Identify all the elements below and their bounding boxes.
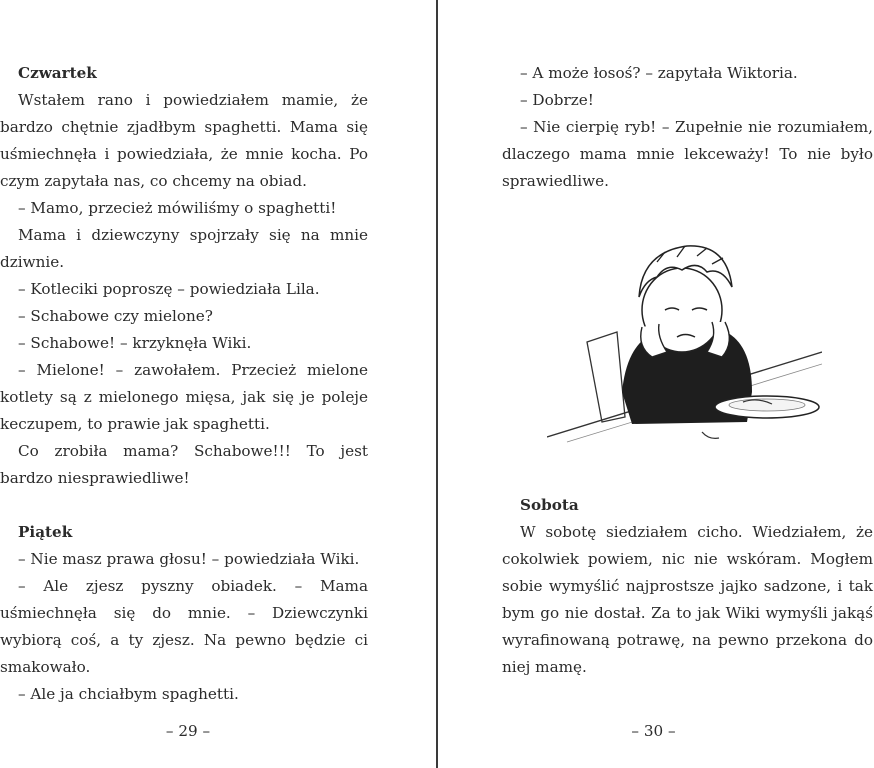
right-page-text-top	[502, 60, 873, 195]
paragraph: Wstałem rano i powiedziałem mamie, że bardzo chętnie zjadłbym spaghetti. Mama się uśmiechnęła i powiedziała, że mnie kocha. Po czym zapytała nas, co chcemy na obiad.	[0, 91, 368, 190]
right-page-text-bottom	[502, 492, 873, 681]
paragraph: – Schabowe! – krzyknęła Wiki.	[18, 334, 252, 352]
boy-at-table-illustration	[547, 232, 822, 448]
paragraph: – Schabowe czy mielone?	[18, 307, 213, 325]
paragraph: – Ale ja chciałbym spaghetti.	[18, 685, 239, 703]
paragraph: Mama i dziewczyny spojrzały się na mnie dziwnie.	[0, 226, 368, 271]
paragraph: – Mamo, przecież mówiliśmy o spaghetti!	[18, 199, 337, 217]
page-number: – 30 –	[631, 722, 676, 740]
section-heading-czwartek: Czwartek	[18, 64, 97, 82]
section-heading-piatek: Piątek	[18, 523, 73, 541]
right-page	[439, 0, 874, 768]
section-heading-sobota: Sobota	[520, 496, 579, 514]
paragraph: – A może łosoś? – zapytała Wiktoria.	[520, 64, 798, 82]
paragraph: Co zrobiła mama? Schabowe!!! To jest bardzo niesprawiedliwe!	[0, 442, 368, 487]
book-spine	[436, 0, 438, 768]
paragraph: – Nie masz prawa głosu! – powiedziała Wiki.	[18, 550, 360, 568]
left-page	[0, 0, 436, 768]
paragraph: W sobotę siedziałem cicho. Wiedziałem, że cokolwiek powiem, nic nie wskóram. Mogłem sobie wymyślić najprostsze jajko sadzone, i tak bym go nie dostał. Za to jak Wiki wymyśli jakąś wyrafinowaną potrawę, na pewno przekona do niej mamę.	[502, 523, 873, 676]
paragraph: – Ale zjesz pyszny obiadek. – Mama uśmiechnęła się do mnie. – Dziewczynki wybiorą coś, a ty zjesz. Na pewno będzie ci smakowało.	[0, 577, 368, 676]
paragraph: – Kotleciki poproszę – powiedziała Lila.	[18, 280, 320, 298]
page-number: – 29 –	[165, 722, 211, 740]
paragraph: – Dobrze!	[520, 91, 594, 109]
left-page-text	[0, 60, 368, 708]
paragraph: – Nie cierpię ryb! – Zupełnie nie rozumiałem, dlaczego mama mnie lekceważy! To nie było sprawiedliwe.	[502, 118, 873, 190]
paragraph: – Mielone! – zawołałem. Przecież mielone kotlety są z mielonego mięsa, jak się je poleje keczupem, to prawie jak spaghetti.	[0, 361, 368, 433]
